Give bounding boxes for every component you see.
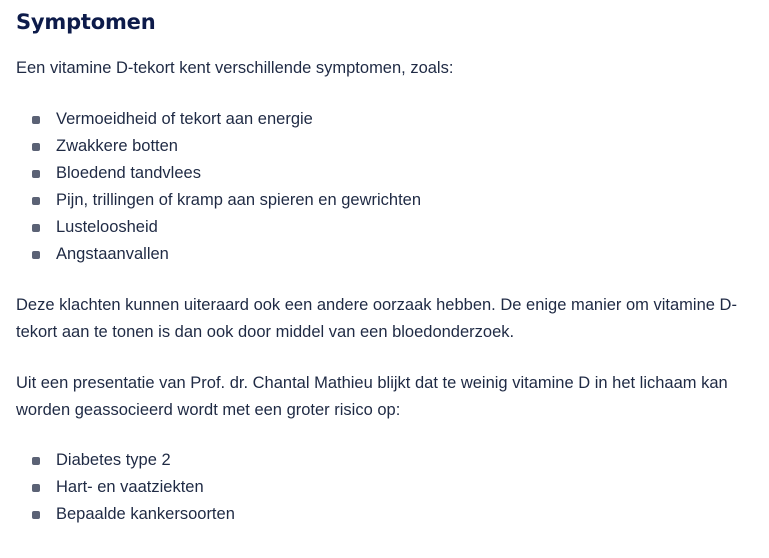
list-item-text: Angstaanvallen xyxy=(56,245,169,263)
bullet-icon xyxy=(32,251,40,259)
list-item-text: Bloedend tandvlees xyxy=(56,164,201,182)
list-item xyxy=(16,187,756,214)
list-item xyxy=(16,133,756,160)
intro-paragraph: Een vitamine D-tekort kent verschillende symptomen, zoals: xyxy=(16,59,454,77)
list-item xyxy=(16,160,756,187)
list-item xyxy=(16,447,756,474)
cause-paragraph: Deze klachten kunnen uiteraard ook een andere oorzaak hebben. De enige manier om vitamine D-tekort aan te tonen is dan ook door middel van een bloedonderzoek. xyxy=(16,296,737,341)
section-title: Symptomen xyxy=(16,10,156,34)
bullet-icon xyxy=(32,457,40,465)
bullet-icon xyxy=(32,143,40,151)
list-item-text: Diabetes type 2 xyxy=(56,451,171,469)
article-section xyxy=(16,8,756,528)
risks-list xyxy=(16,447,756,528)
list-item xyxy=(16,106,756,133)
list-item-text: Lusteloosheid xyxy=(56,218,158,236)
bullet-icon xyxy=(32,224,40,232)
list-item xyxy=(16,474,756,501)
list-item-text: Zwakkere botten xyxy=(56,137,178,155)
list-item xyxy=(16,501,756,528)
bullet-icon xyxy=(32,484,40,492)
study-paragraph: Uit een presentatie van Prof. dr. Chantal Mathieu blijkt dat te weinig vitamine D in het lichaam kan worden geassocieerd wordt met een groter risico op: xyxy=(16,374,728,419)
bullet-icon xyxy=(32,170,40,178)
bullet-icon xyxy=(32,197,40,205)
list-item xyxy=(16,214,756,241)
list-item-text: Hart- en vaatziekten xyxy=(56,478,204,496)
list-item-text: Bepaalde kankersoorten xyxy=(56,505,235,523)
list-item-text: Pijn, trillingen of kramp aan spieren en gewrichten xyxy=(56,191,422,209)
bullet-icon xyxy=(32,511,40,519)
list-item xyxy=(16,241,756,268)
list-item-text: Vermoeidheid of tekort aan energie xyxy=(56,110,313,128)
symptoms-list xyxy=(16,106,756,268)
bullet-icon xyxy=(32,116,40,124)
